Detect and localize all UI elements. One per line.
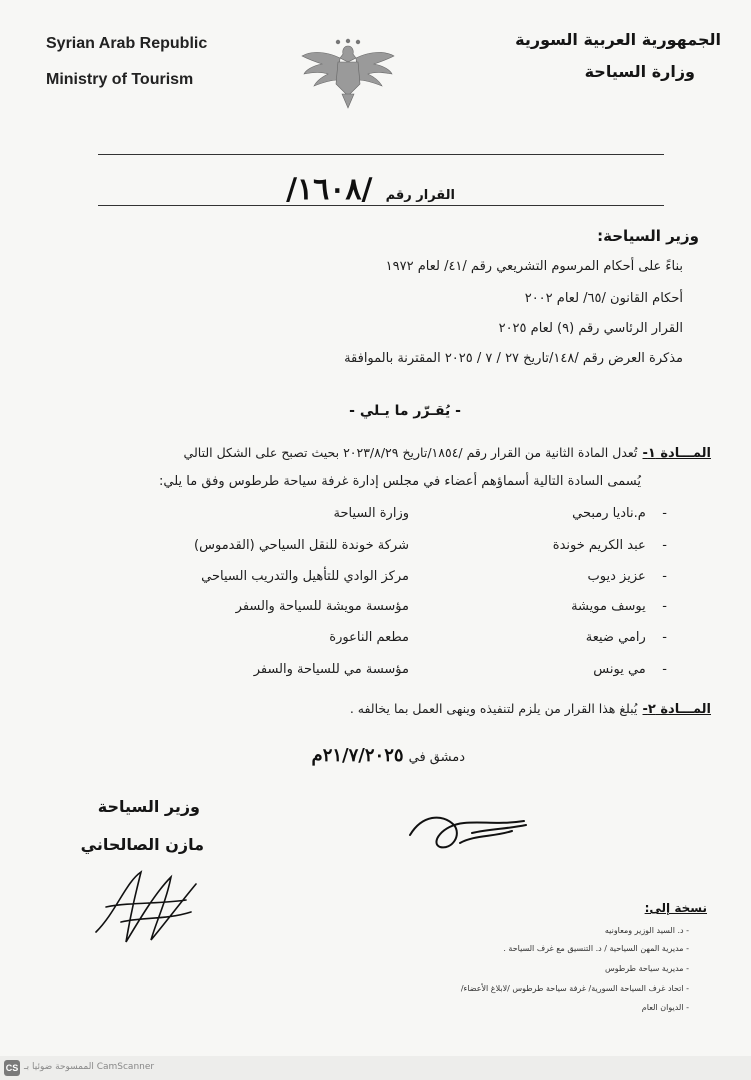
copies-line-5: - الديوان العام	[641, 1003, 689, 1012]
signature-name: مازن الصالحاني	[80, 835, 204, 854]
member-name: عزيز ديوب	[587, 569, 646, 584]
member-5-entity: مطعم الناعورة	[329, 630, 409, 645]
member-name: يوسف مويشة	[571, 599, 646, 614]
date-line	[312, 745, 465, 766]
header-ar-ministry: وزارة السياحة	[584, 62, 695, 81]
copies-title: نسخة إلى:	[644, 901, 707, 915]
member-1-entity: وزارة السياحة	[333, 506, 409, 521]
camscanner-logo-icon: CS	[4, 1060, 20, 1076]
member-2-entity: شركة خوندة للنقل السياحي (القدموس)	[194, 538, 409, 553]
header-en-republic: Syrian Arab Republic	[46, 35, 208, 52]
eagle-emblem-icon	[298, 38, 398, 110]
member-3-entity: مركز الوادي للتأهيل والتدريب السياحي	[201, 569, 409, 584]
member-6-name	[593, 662, 667, 677]
copies-line-3: - مديرية سياحة طرطوس	[605, 964, 689, 973]
divider-bottom	[98, 205, 664, 206]
member-4-name	[571, 599, 667, 614]
member-4-entity: مؤسسة مويشة للسياحة والسفر	[235, 599, 409, 614]
member-1-name	[572, 506, 667, 521]
copies-line-1: - د. السيد الوزير ومعاونيه	[604, 926, 689, 935]
preamble-line-2: أحكام القانون /٦٥/ لعام ٢٠٠٢	[524, 291, 683, 306]
minister-signature-icon	[86, 862, 206, 952]
member-3-name	[588, 569, 667, 584]
member-5-name	[586, 630, 667, 645]
preamble-line-4: مذكرة العرض رقم /١٤٨/تاريخ ٢٧ / ٧ / ٢٠٢٥ المقترنة بالموافقة	[344, 351, 683, 366]
bullet-dash: -	[662, 569, 667, 584]
bullet-dash: -	[662, 630, 667, 645]
article-1	[184, 442, 711, 461]
article-1-intro: يُسمى السادة التالية أسماؤهم أعضاء في مجلس إدارة غرفة سياحة طرطوس وفق ما يلي:	[159, 474, 641, 489]
article-2	[350, 698, 711, 717]
member-name: م.ناديا رمبحي	[572, 506, 646, 521]
date-prefix: دمشق في	[408, 750, 465, 765]
signature-title: وزير السياحة	[97, 797, 200, 816]
bullet-dash: -	[662, 662, 667, 677]
preamble-minister: وزير السياحة:	[597, 227, 699, 245]
bullet-dash: -	[662, 506, 667, 521]
member-name: عبد الكريم خوندة	[552, 538, 646, 553]
article-1-title: المـــادة ١-	[642, 446, 711, 461]
article-2-text: يُبلغ هذا القرار من يلزم لتنفيذه وينهى العمل بما يخالفه .	[349, 701, 638, 716]
member-2-name	[553, 538, 667, 553]
article-1-text: تُعدل المادة الثانية من القرار رقم /١٨٥٤/تاريخ ٢٠٢٣/٨/٢٩ بحيث تصبح على الشكل التالي	[183, 445, 638, 460]
date-value: ٢١/٧/٢٠٢٥م	[311, 745, 404, 766]
decision-label: القرار رقم	[385, 188, 455, 203]
preamble-line-3: القرار الرئاسي رقم (٩) لعام ٢٠٢٥	[498, 321, 683, 336]
copies-line-4: - اتحاد غرف السياحة السورية/ غرفة سياحة طرطوس /لابلاغ الأعضاء/	[460, 984, 689, 993]
decision-row	[286, 172, 455, 207]
article-2-title: المـــادة ٢-	[642, 702, 711, 717]
decision-number: /١٦٠٨/	[286, 172, 373, 207]
handwritten-signature-icon	[402, 795, 532, 865]
bullet-dash: -	[662, 599, 667, 614]
member-6-entity: مؤسسة مي للسياحة والسفر	[253, 662, 409, 677]
member-name: مي يونس	[593, 662, 646, 677]
scanner-footer	[0, 1056, 751, 1080]
preamble-line-1: بناءً على أحكام المرسوم التشريعي رقم /٤١/ لعام ١٩٧٢	[385, 259, 683, 274]
divider-top	[98, 154, 664, 155]
copies-line-2: - مديرية المهن السياحية / د. التنسيق مع غرف السياحة .	[503, 944, 689, 953]
decides-heading: - يُقـرّر ما يـلي -	[349, 403, 461, 419]
camscanner-text: الممسوحة ضوئيا بـ CamScanner	[24, 1062, 155, 1072]
header-en-ministry: Ministry of Tourism	[46, 71, 194, 88]
bullet-dash: -	[662, 538, 667, 553]
member-name: رامي ضيعة	[585, 630, 646, 645]
header-ar-republic: الجمهورية العربية السورية	[515, 30, 721, 49]
